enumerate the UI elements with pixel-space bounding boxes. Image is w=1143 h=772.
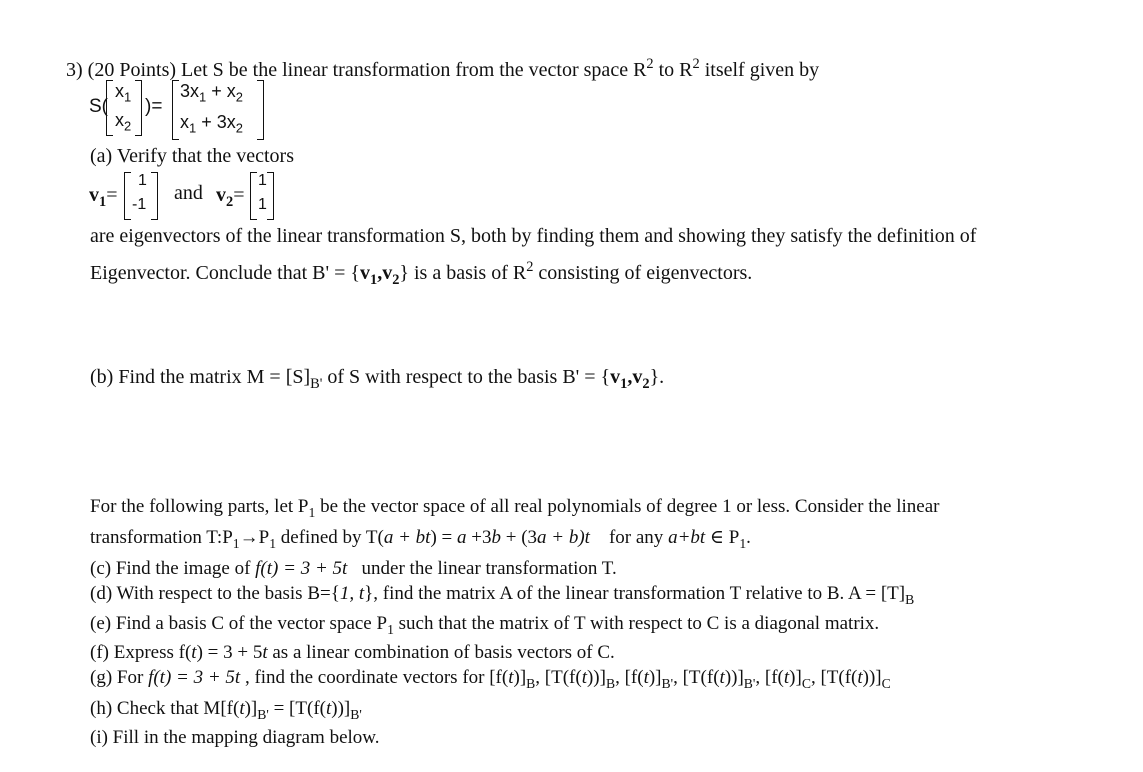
v2-entry-2: 1 (258, 196, 267, 213)
part-d-text: (d) With respect to the basis B={1, t}, find the matrix A of the linear transformation T relative to B. $A = [T]_B$ (90, 583, 915, 607)
poly-intro-1: For the following parts, let $P_1$ be the vector space of all real polynomials of degree 1 or less. Consider the linear (90, 496, 940, 520)
problem-number: 3) (66, 58, 83, 81)
v1-entry-2: -1 (132, 196, 147, 213)
part-f-text: (f) Express f(t) = 3 + 5t as a linear combination of basis vectors of C. (90, 642, 615, 663)
s-close-eq: )= (145, 96, 163, 117)
poly-intro-2: transformation $T:P_1\to P_1$ defined by T(a + bt) = a +3b + (3a + b)t for any a+bt ∈ $P_1$. (90, 527, 751, 551)
input-x1: $x_1$ (115, 81, 132, 105)
output-row-1: $3x_1 + x_2$ (180, 81, 243, 105)
and-text: and (174, 182, 203, 204)
s-label: S( (89, 96, 108, 117)
part-c-text: (c) Find the image of f(t) = 3 + 5t under the linear transformation T. (90, 558, 617, 579)
problem-points: (20 Points) (87, 58, 177, 81)
v2-entry-1: 1 (258, 172, 267, 189)
part-a-label: (a) Verify that the vectors (90, 145, 294, 167)
output-vector-matrix (172, 80, 264, 140)
part-b-text: (b) Find the matrix $M = [S]_{B'}$ of S with respect to the basis $B' = \{v_1,v_2\}$. (90, 366, 665, 393)
part-i-text: (i) Fill in the mapping diagram below. (90, 727, 380, 748)
problem-heading: 3) (20 Points) Let S be the linear transformation from the vector space $R^2$ to $R^2$ itself given by (66, 56, 820, 81)
input-x2: $x_2$ (115, 110, 132, 134)
v1-label: $v_1=$ (89, 184, 118, 211)
input-vector-matrix (106, 80, 142, 136)
part-h-text: (h) Check that $M[f(t)]_{B'} = [T(f(t))]_{B'}$ (90, 698, 362, 722)
part-e-text: (e) Find a basis C of the vector space $P_1$ such that the matrix of T with respect to C is a diagonal matrix. (90, 613, 880, 637)
part-a-text-1: are eigenvectors of the linear transformation S, both by finding them and showing they satisfy the definition of (90, 225, 977, 247)
v1-entry-1: 1 (138, 172, 147, 189)
v2-label: $v_2=$ (216, 184, 245, 211)
output-row-2: $x_1 + 3x_2$ (180, 112, 243, 136)
v2-matrix (250, 172, 274, 220)
part-g-text: (g) For f(t) = 3 + 5t , find the coordinate vectors for $[f(t)]_B$, $[T(f(t))]_B$, $[f(t)]_{B'}$, $[T(f(t))]_{B'}$, $[f(t)]_C$, $[T(f(t))]_C$ (90, 667, 891, 691)
v1-matrix (124, 172, 158, 220)
part-a-text-2: Eigenvector. Conclude that $B' = \{v_1,v_2\}$ is a basis of $R^2$ consisting of eigenvectors. (90, 259, 753, 288)
